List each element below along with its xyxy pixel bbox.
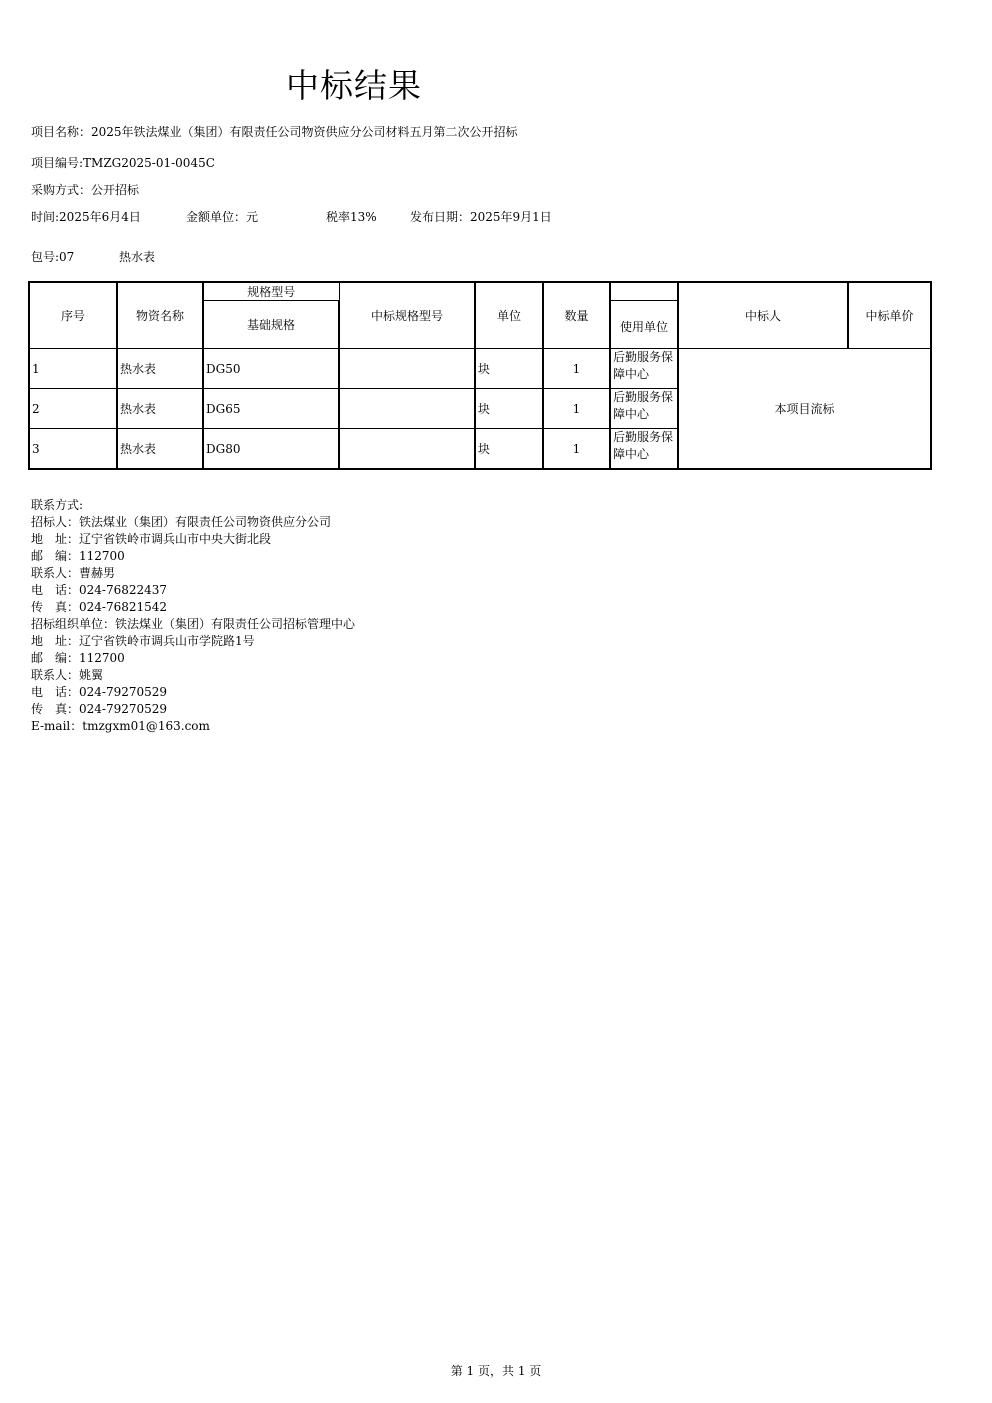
- contact-line: 联系人：曹赫男: [31, 566, 116, 580]
- purchase-method: 采购方式：公开招标: [31, 183, 140, 197]
- contact-line: 电 话：024-79270529: [31, 685, 168, 699]
- use-unit-text: 后勤服务保障中心: [613, 430, 674, 461]
- cell-seq: 3: [29, 429, 117, 470]
- header-seq: 序号: [29, 282, 117, 349]
- cell-use-unit: [610, 349, 678, 389]
- contact-line: 联系人：姚翼: [31, 668, 104, 682]
- cell-material: 热水表: [117, 429, 203, 470]
- cell-qty: 1: [543, 429, 610, 470]
- cell-base-spec: DG65: [203, 389, 339, 429]
- package-name: 热水表: [119, 250, 156, 264]
- table-row: [29, 349, 931, 389]
- cell-use-unit: [610, 389, 678, 429]
- page-title: 中标结果: [286, 66, 422, 105]
- cell-seq: 1: [29, 349, 117, 389]
- cell-unit: 块: [475, 429, 543, 470]
- cell-win-spec: [339, 429, 475, 470]
- contact-line: 地 址：辽宁省铁岭市调兵山市学院路1号: [31, 634, 255, 648]
- bid-time: 时间:2025年6月4日: [31, 210, 141, 224]
- contact-email: E-mail：tmzgxm01@163.com: [31, 719, 210, 733]
- page-footer: 第 1 页，共 1 页: [450, 1364, 542, 1378]
- result-table: [28, 281, 932, 470]
- use-unit-text: 后勤服务保障中心: [613, 390, 674, 421]
- contact-line: 招标组织单位：铁法煤业（集团）有限责任公司招标管理中心: [31, 617, 356, 631]
- contact-heading: 联系方式:: [31, 498, 84, 512]
- contact-line: 邮 编：112700: [31, 549, 125, 563]
- cell-win-spec: [339, 349, 475, 389]
- cell-base-spec: DG50: [203, 349, 339, 389]
- header-unit: 单位: [475, 282, 543, 349]
- project-number: 项目编号:TMZG2025-01-0045C: [31, 156, 215, 170]
- header-blank: [610, 282, 678, 301]
- header-material: 物资名称: [117, 282, 203, 349]
- header-win-spec: 中标规格型号: [339, 282, 475, 349]
- package-number: 包号:07: [31, 250, 75, 264]
- header-use-unit: 使用单位: [610, 301, 678, 349]
- cell-qty: 1: [543, 349, 610, 389]
- cell-material: 热水表: [117, 389, 203, 429]
- contact-line: 传 真：024-79270529: [31, 702, 168, 716]
- contact-line: 电 话：024-76822437: [31, 583, 168, 597]
- currency-unit: 金额单位：元: [186, 210, 259, 224]
- project-name: 项目名称：2025年铁法煤业（集团）有限责任公司物资供应分公司材料五月第二次公开招标: [31, 125, 518, 139]
- cell-qty: 1: [543, 389, 610, 429]
- cell-use-unit: [610, 429, 678, 470]
- use-unit-text: 后勤服务保障中心: [613, 350, 674, 381]
- contact-line: 招标人：铁法煤业（集团）有限责任公司物资供应分公司: [31, 515, 332, 529]
- cell-seq: 2: [29, 389, 117, 429]
- merged-result: 本项目流标: [678, 349, 931, 470]
- cell-unit: 块: [475, 349, 543, 389]
- cell-win-spec: [339, 389, 475, 429]
- cell-material: 热水表: [117, 349, 203, 389]
- header-price: 中标单价: [848, 282, 931, 349]
- cell-unit: 块: [475, 389, 543, 429]
- contact-line: 传 真：024-76821542: [31, 600, 168, 614]
- contact-line: 邮 编：112700: [31, 651, 125, 665]
- publish-date: 发布日期：2025年9月1日: [410, 210, 552, 224]
- contact-line: 地 址：辽宁省铁岭市调兵山市中央大街北段: [31, 532, 272, 546]
- header-qty: 数量: [543, 282, 610, 349]
- header-winner: 中标人: [678, 282, 848, 349]
- contact-info: [31, 497, 355, 735]
- header-spec-group: 规格型号: [203, 282, 339, 301]
- header-base-spec: 基础规格: [203, 301, 339, 349]
- cell-base-spec: DG80: [203, 429, 339, 470]
- tax-rate: 税率13%: [326, 210, 377, 224]
